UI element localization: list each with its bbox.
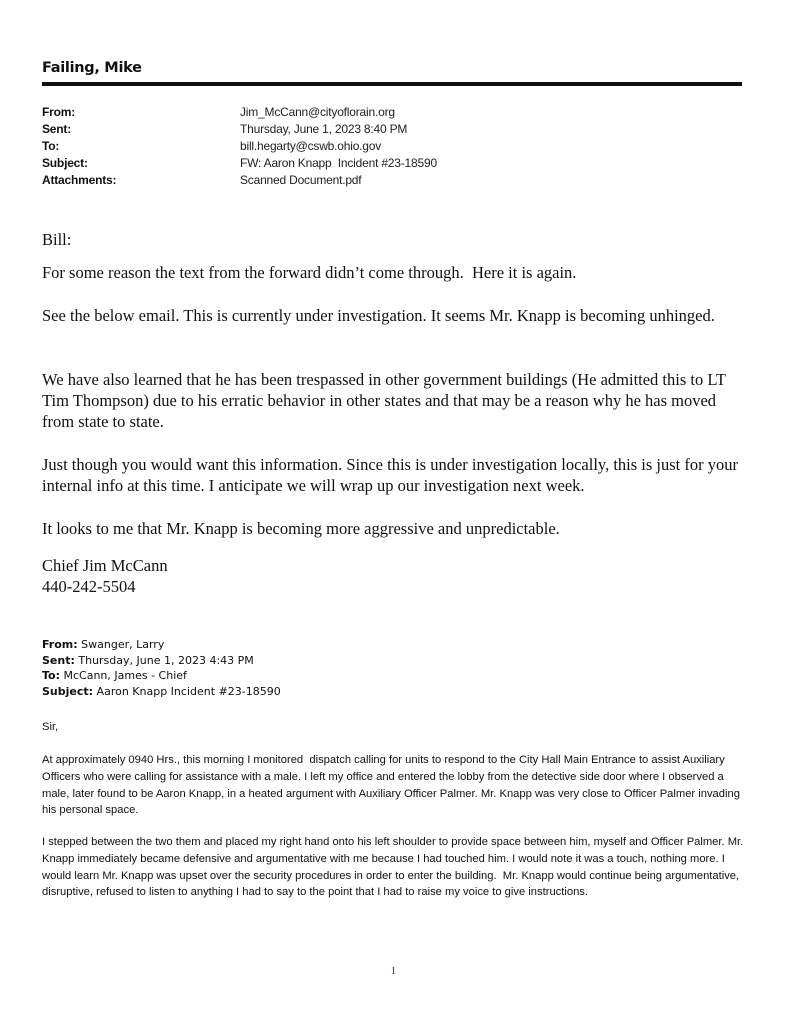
header-row-from	[42, 104, 437, 121]
email-greeting	[42, 229, 742, 250]
forwarded-email-header	[42, 637, 281, 699]
email-paragraph-3	[42, 369, 732, 432]
fwd-salutation	[42, 719, 762, 736]
to-value: bill.hegarty@cswb.ohio.gov	[240, 139, 382, 153]
to-label: To:	[42, 139, 60, 153]
subject-label: Subject:	[42, 156, 88, 170]
fwd-subject-label: Subject:	[42, 684, 94, 698]
paragraph-text: I stepped between the two them and placed my right hand onto his left shoulder to provide space between him, myself and Officer Palmer. Mr. Knapp immediately became defensive and argumentative with me because I had touched him. I would note it was a touch, nothing more. I would learn Mr. Knapp was upset over the security procedures in order to enter the building. Mr. Knapp would continue being argumentative, disruptive, refused to listen to anything I had to say to the point that I had to raise my voice to give instructions.	[42, 836, 747, 899]
email-paragraph-2	[42, 305, 722, 326]
email-paragraph-1	[42, 262, 742, 283]
fwd-sent-row	[42, 653, 281, 669]
fwd-from-row	[42, 637, 281, 653]
fwd-from-value: Swanger, Larry	[81, 638, 165, 651]
from-value: Jim_McCann@cityoflorain.org	[240, 105, 395, 119]
page-number: 1	[391, 966, 396, 977]
fwd-sent-label: Sent:	[42, 653, 75, 667]
from-label: From:	[42, 105, 75, 119]
signature-phone: 440-242-5504	[42, 577, 136, 596]
sent-value: Thursday, June 1, 2023 8:40 PM	[240, 122, 408, 136]
header-divider	[42, 82, 742, 86]
paragraph-text: Just though you would want this information. Since this is under investigation locally, this is just for your internal info at this time. I anticipate we will wrap up our investigation next week.	[42, 455, 739, 495]
header-row-to	[42, 138, 437, 155]
fwd-sent-value: Thursday, June 1, 2023 4:43 PM	[78, 653, 254, 667]
email-paragraph-4	[42, 454, 752, 496]
header-row-sent	[42, 121, 437, 138]
signature-name: Chief Jim McCann	[42, 556, 168, 575]
email-paragraph-5	[42, 518, 742, 539]
fwd-to-row	[42, 668, 281, 684]
greeting-text: Bill:	[42, 230, 72, 249]
mailbox-owner-name: Failing, Mike	[42, 60, 142, 76]
attachment-file: Scanned Document.pdf	[240, 173, 362, 187]
email-header-table	[42, 104, 437, 189]
fwd-to-value: McCann, James - Chief	[63, 669, 187, 682]
header-row-subject	[42, 155, 437, 172]
salutation-text: Sir,	[42, 721, 59, 733]
fwd-paragraph-2	[42, 834, 754, 901]
paragraph-text: It looks to me that Mr. Knapp is becoming more aggressive and unpredictable.	[42, 519, 560, 538]
email-signature	[42, 555, 742, 597]
sent-label: Sent:	[42, 122, 72, 136]
fwd-paragraph-1	[42, 752, 754, 819]
paragraph-text: We have also learned that he has been trespassed in other government buildings (He admitted this to LT Tim Thompson) due to his erratic behavior in other states and that may be a reason why he has moved from state to state.	[42, 370, 726, 431]
header-row-attachments	[42, 172, 437, 189]
fwd-subject-row	[42, 684, 281, 700]
subject-value: FW: Aaron Knapp Incident #23-18590	[240, 156, 437, 170]
fwd-to-label: To:	[42, 669, 60, 682]
attachments-label: Attachments:	[42, 173, 117, 187]
paragraph-text: For some reason the text from the forward didn’t come through. Here it is again.	[42, 263, 577, 282]
fwd-from-label: From:	[42, 638, 78, 651]
paragraph-text: See the below email. This is currently under investigation. It seems Mr. Knapp is becoming unhinged.	[42, 306, 715, 325]
fwd-subject-value: Aaron Knapp Incident #23-18590	[96, 684, 281, 698]
paragraph-text: At approximately 0940 Hrs., this morning I monitored dispatch calling for units to respond to the City Hall Main Entrance to assist Auxiliary Officers who were calling for assistance with a male. I left my office and entered the lobby from the detective side door where I observed a male, later found to be Aaron Knapp, in a heated argument with Auxiliary Officer Palmer. Mr. Knapp was very close to Officer Palmer invading his personal space.	[42, 754, 744, 817]
